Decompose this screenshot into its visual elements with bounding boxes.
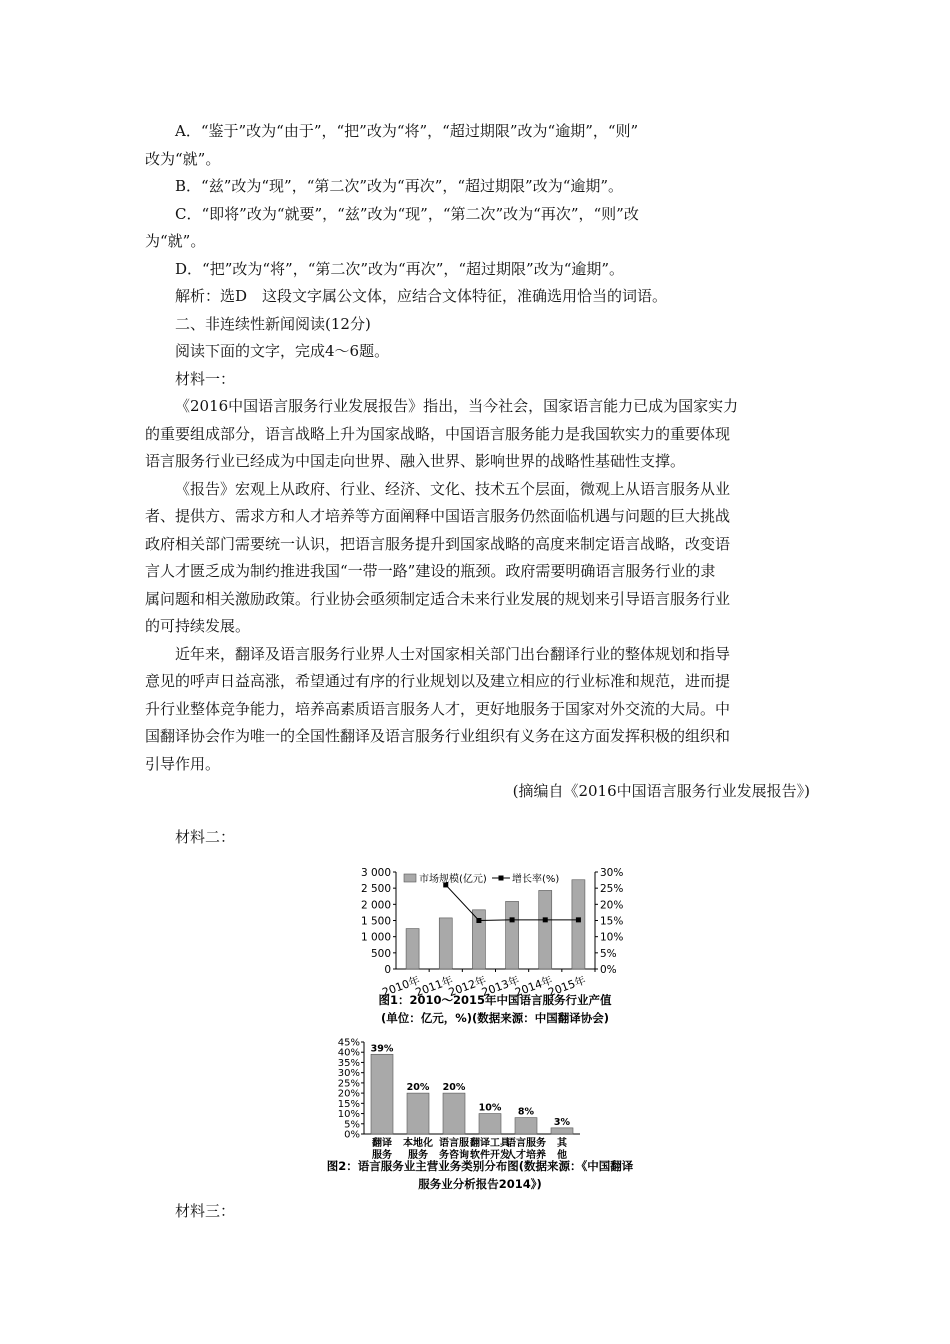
y-tick-label: 15% (337, 1098, 360, 1110)
bar-value-label: 3% (553, 1116, 571, 1128)
y-tick-label: 2 500 (360, 883, 391, 896)
x-tick-label: 翻译工具 (470, 1138, 510, 1149)
para2-line2: 者、提供方、需求方和人才培养等方面阐释中国语言服务仍然面临机遇与问题的巨大挑战 (145, 507, 731, 525)
chart2-title: 图2：语言服务业主营业务类别分布图(数据来源：《中国翻译 (326, 1159, 634, 1173)
x-tick-label: 本地化 (403, 1138, 433, 1149)
legend-label-line: 增长率(%) (512, 874, 560, 885)
y-tick-label: 1 500 (360, 915, 391, 928)
y-tick-label: 0 (384, 964, 391, 976)
analysis: 解析：选D 这段文字属公文体，应结合文体特征，准确选用恰当的词语。 (175, 287, 668, 305)
option-a-line2: 改为“就”。 (145, 149, 221, 168)
option-c-line1: C．“即将”改为“就要”，“兹”改为“现”，“第二次”改为“再次”，“则”改 (175, 204, 639, 223)
bar-market-size (439, 918, 452, 969)
x-tick-label: 2010年 (380, 973, 422, 1000)
instruction: 阅读下面的文字，完成4～6题。 (175, 342, 390, 360)
bar-value-label: 10% (478, 1102, 502, 1114)
x-tick-label: 其 (557, 1138, 567, 1149)
x-tick-label: 2014年 (513, 973, 555, 1000)
x-tick-label: 语言服务 (506, 1138, 546, 1149)
bar-value-label: 20% (442, 1082, 466, 1094)
bar-business-share (515, 1118, 537, 1134)
material2-label: 材料二： (175, 827, 236, 846)
x-tick-label: 他 (557, 1150, 567, 1161)
para1-line2: 的重要组成部分，语言战略上升为国家战略，中国语言服务能力是我国软实力的重要体现 (145, 424, 731, 443)
y-tick-label: 35% (337, 1057, 360, 1069)
para2-line1: 《报告》宏观上从政府、行业、经济、文化、技术五个层面，微观上从语言服务从业 (175, 479, 731, 498)
legend-swatch-point (499, 876, 504, 881)
document-body (145, 118, 810, 851)
bar-market-size (539, 890, 552, 969)
para3-line1: 近年来，翻译及语言服务行业界人士对国家相关部门出台翻译行业的整体规划和指导 (175, 644, 731, 663)
y-tick-label: 5% (344, 1119, 360, 1131)
x-tick-label: 语言服 (439, 1138, 469, 1149)
bar-business-share (479, 1114, 501, 1134)
y-tick-label: 40% (337, 1047, 360, 1059)
option-a-line1: A．“鉴于”改为“由于”，“把”改为“将”，“超过期限”改为“逾期”，“则” (175, 122, 639, 140)
x-tick-label: 2015年 (546, 973, 588, 1000)
para3-line2: 意见的呼声日益高涨，希望通过有序的行业规划以及建立相应的行业标准和规范，进而提 (145, 672, 731, 690)
bar-value-label: 8% (517, 1106, 535, 1118)
y2-tick-label: 10% (600, 931, 624, 944)
chart1-title: 图1：2010～2015年中国语言服务行业产值 (378, 993, 612, 1007)
y2-tick-label: 15% (600, 915, 624, 928)
chart2-subtitle: 服务业分析报告2014》) (418, 1177, 542, 1191)
section-heading: 二、非连续性新闻阅读(12分) (175, 314, 371, 333)
material1-label: 材料一： (175, 369, 236, 388)
y-tick-label: 2 000 (360, 899, 391, 912)
y-tick-label: 30% (337, 1068, 360, 1080)
para3-line5: 引导作用。 (145, 754, 221, 773)
bar-value-label: 39% (370, 1043, 394, 1055)
material3-label: 材料三： (175, 1202, 236, 1220)
para1-line3: 语言服务行业已经成为中国走向世界、融入世界、影响世界的战略性基础性支撑。 (145, 452, 686, 470)
y2-tick-label: 20% (600, 899, 624, 912)
legend-label-bar: 市场规模(亿元) (419, 874, 487, 885)
bar-market-size (506, 901, 519, 969)
chart-market-size (340, 862, 640, 1032)
x-tick-label: 2012年 (446, 973, 488, 1000)
y-tick-label: 20% (337, 1088, 360, 1100)
para3-line3: 升行业整体竞争能力，培养高素质语言服务人才，更好地服务于国家对外交流的大局。中 (145, 699, 731, 718)
bar-business-share (443, 1093, 465, 1134)
y-tick-label: 3 000 (360, 867, 391, 879)
chart-business-distribution (326, 1036, 634, 1206)
x-tick-label: 务咨询 (439, 1150, 469, 1161)
y-tick-label: 1 000 (360, 931, 391, 944)
y2-tick-label: 30% (600, 867, 624, 879)
bar-market-size (572, 880, 585, 969)
source-citation: (摘编自《2016中国语言服务行业发展报告》) (512, 782, 810, 800)
para2-line4: 言人才匮乏成为制约推进我国“一带一路”建设的瓶颈。政府需要明确语言服务行业的隶 (145, 562, 716, 580)
para2-line5: 属问题和相关激励政策。行业协会亟须制定适合未来行业发展的规划来引导语言服务行业 (145, 589, 731, 608)
y-tick-label: 500 (370, 947, 391, 960)
y-tick-label: 45% (337, 1037, 360, 1049)
x-tick-label: 2011年 (413, 973, 455, 1000)
growth-rate-point (543, 917, 548, 922)
growth-rate-point (510, 917, 515, 922)
para2-line3: 政府相关部门需要统一认识，把语言服务提升到国家战略的高度来制定语言战略，改变语 (145, 534, 731, 553)
growth-rate-point (576, 917, 581, 922)
y2-tick-label: 25% (600, 883, 624, 896)
y-tick-label: 10% (337, 1109, 360, 1121)
x-tick-label: 服务 (372, 1150, 392, 1161)
x-tick-label: 2013年 (480, 973, 522, 1000)
bar-business-share (371, 1054, 393, 1134)
chart1-subtitle: (单位：亿元，%)(数据来源：中国翻译协会) (380, 1011, 610, 1025)
para1-line1: 《2016中国语言服务行业发展报告》指出，当今社会，国家语言能力已成为国家实力 (175, 397, 739, 415)
y-tick-label: 0% (344, 1129, 360, 1141)
growth-rate-point (476, 918, 481, 923)
x-tick-label: 服务 (408, 1150, 428, 1161)
bar-value-label: 20% (406, 1082, 430, 1094)
y2-tick-label: 5% (600, 947, 617, 960)
material3-label-wrap (145, 1198, 235, 1226)
x-tick-label: 软件开发 (470, 1150, 510, 1161)
x-tick-label: 翻译 (372, 1138, 392, 1149)
y-tick-label: 25% (337, 1078, 360, 1090)
x-tick-label: 人才培养 (506, 1150, 546, 1161)
bar-business-share (551, 1128, 573, 1134)
para2-line6: 的可持续发展。 (145, 617, 251, 635)
y2-tick-label: 0% (600, 964, 617, 976)
option-c-line2: 为“就”。 (145, 232, 206, 250)
bar-market-size (406, 929, 419, 969)
para3-line4: 国翻译协会作为唯一的全国性翻译及语言服务行业组织有义务在这方面发挥积极的组织和 (145, 727, 731, 745)
bar-business-share (407, 1093, 429, 1134)
option-d: D．“把”改为“将”，“第二次”改为“再次”，“超过期限”改为“逾期”。 (175, 259, 625, 278)
option-b: B．“兹”改为“现”，“第二次”改为“再次”，“超过期限”改为“逾期”。 (175, 177, 624, 195)
legend-swatch-bar (404, 874, 416, 882)
